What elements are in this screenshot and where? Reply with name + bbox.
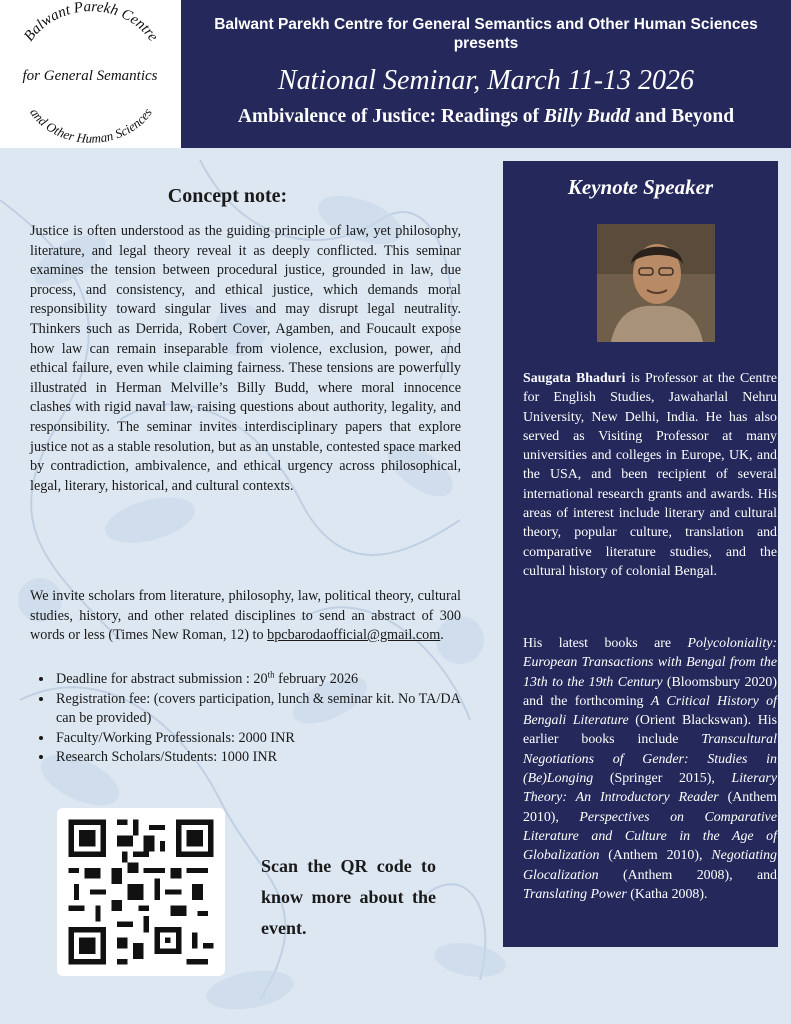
deadline-pre: Deadline for abstract submission : 20: [56, 671, 268, 687]
logo-line-3: and Other Human Sciences: [27, 105, 155, 146]
concept-body: Justice is often understood as the guiding principle of law, yet philosophy, literature, and legal theory reveal it as deeply conflicted. This seminar examines the tension between procedural justice, grounded in law, due process, and consistency, and ethical justice, which demands moral responsibility toward singular lives and may disrupt legal neutrality. Thinkers such as Derrida, Robert Cover, Agamben, and Foucault expose how law can remain inseparable from violence, exclusion, power, and ethical failure, even while claiming fairness. These tensions are powerfully illustrated in Herman Melville’s Billy Budd, where moral innocence clashes with rigid naval law, raising questions about authority, legality, and responsibility. The seminar invites interdisciplinary papers that explore justice not as a stable resolution, but as an unstable, contested space marked by contradiction, ambivalence, and ethical urgency across philosophical, legal, literary, historical, and cultural contexts.: [30, 223, 462, 494]
books-text-1: His latest books are: [523, 636, 688, 651]
book-title-perspectives: Perspectives on Comparative Literature and Culture in the Age of Globalization: [523, 809, 778, 864]
keynote-title: Keynote Speaker: [567, 175, 714, 199]
book-title-literary-theory: Literary Theory: An Introductory Reader: [523, 771, 777, 806]
logo-seal-icon: [0, 0, 181, 148]
logo-line-2: for General Semantics: [22, 68, 158, 84]
books-text-13: (Anthem 2008), and: [598, 867, 777, 883]
books-text-7: (Springer 2015),: [593, 771, 732, 787]
books-text-3: (Bloomsbury 2020) and the forthcoming: [523, 674, 777, 709]
logo: [0, 0, 181, 148]
presents-label: presents: [453, 35, 519, 52]
deadline-sup: th: [267, 669, 275, 680]
book-title-translating-power: Translating Power: [523, 886, 627, 902]
logo-line-1: Balwant Parekh Centre: [21, 0, 161, 45]
svg-text:Balwant Parekh Centre: [21, 0, 161, 45]
svg-text:and Other Human Sciences: [27, 105, 155, 146]
list-item-faculty: • Faculty/Working Professionals: 2000 INR: [54, 729, 478, 749]
books-text-15: (Katha 2008).: [626, 886, 708, 902]
list-item-fee: • Registration fee: (covers participation, lunch & seminar kit. No TA/DA can be provided): [54, 690, 478, 729]
book-title-negotiating: Negotiating Glocalization: [523, 848, 777, 883]
organizer: [181, 15, 791, 53]
subtitle-post: and Beyond: [630, 106, 735, 127]
qr-caption: Scan the QR code to know more about the event.: [261, 856, 436, 938]
books-text-11: (Anthem 2010),: [599, 848, 712, 864]
qr-code[interactable]: [57, 808, 225, 976]
speaker-name: Saugata Bhaduri: [523, 371, 626, 386]
book-title-polycoloniality: Polycoloniality: European Transactions with Bengal from the 13th to the 19th Century: [523, 636, 777, 690]
keynote-panel: [503, 161, 778, 947]
invite-text: [30, 587, 461, 646]
book-title-critical-history: A Critical History of Bengali Literature: [523, 693, 777, 729]
speaker-photo: [597, 224, 715, 342]
subtitle-italic: Billy Budd: [543, 106, 631, 127]
deadline-post: february 2026: [274, 671, 359, 687]
details-list: [38, 670, 478, 768]
seminar-title: National Seminar, March 11-13 2026: [277, 65, 695, 96]
qr-code-icon: [63, 814, 219, 970]
speaker-bio-text: is Professor at the Centre for English Studies, Jawaharlal Nehru University, New Delhi, India. He has also served as Visiting Professor at many universities and colleges in Europe, UK, and the USA, and been recipient of several international research grants and awards. His areas of interest include literary and cultural theory, popular culture, translation and comparative literature studies, and the cultural history of colonial Bengal.: [523, 371, 777, 579]
header: [0, 0, 791, 148]
invite-after: .: [440, 627, 444, 644]
speaker-books: [523, 634, 777, 904]
book-title-transcultural: Transcultural Negotiations of Gender: Studies in (Be)Longing: [523, 732, 777, 787]
organizer-name: Balwant Parekh Centre for General Semantics and Other Human Sciences: [214, 16, 758, 33]
books-text-9: (Anthem 2010),: [523, 790, 777, 825]
concept-title: Concept note:: [167, 185, 288, 207]
title-band: [181, 0, 791, 148]
seminar-subtitle: [181, 104, 791, 130]
speaker-bio: [523, 369, 777, 581]
invite-body: We invite scholars from literature, philosophy, law, political theory, cultural studies, history, and other related disciplines to send an abstract of 300 words or less (Times New Roman, 12) to: [30, 588, 461, 644]
books-text-5: (Orient Blackswan). His earlier books include: [523, 713, 777, 748]
list-item-deadline: [54, 670, 478, 690]
subtitle-pre: Ambivalence of Justice: Readings of: [237, 106, 544, 127]
list-item-students: • Research Scholars/Students: 1000 INR: [54, 748, 478, 768]
email-link[interactable]: bpcbarodaofficial@gmail.com: [267, 627, 441, 644]
speaker-portrait-icon: [597, 224, 715, 342]
